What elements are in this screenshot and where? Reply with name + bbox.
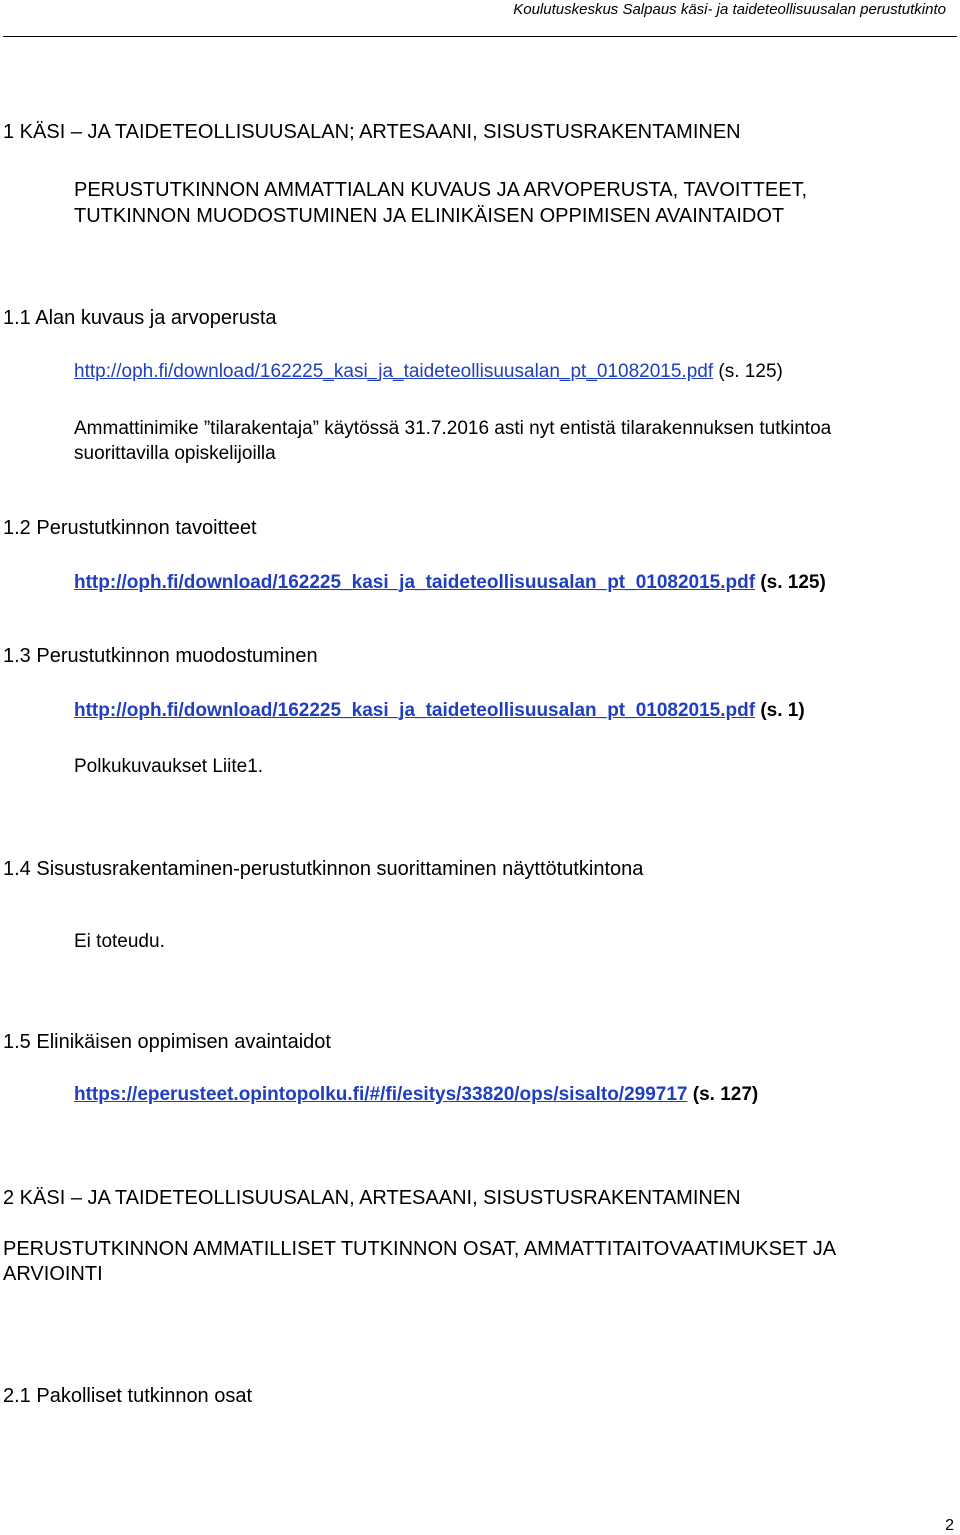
section-2-1-heading: 2.1 Pakolliset tutkinnon osat [3,1385,253,1407]
section-1-1-heading: 1.1 Alan kuvaus ja arvoperusta [3,307,277,329]
section-1-3-note: Polkukuvaukset Liite1. [74,756,264,777]
section-1-title: 1 KÄSI – JA TAIDETEOLLISUUSALAN; ARTESAANI, SISUSTUSRAKENTAMINEN [3,121,741,143]
section-2-subtitle-line2: ARVIOINTI [3,1263,103,1285]
section-1-subtitle-line2: TUTKINNON MUODOSTUMINEN JA ELINIKÄISEN OPPIMISEN AVAINTAIDOT [74,205,785,227]
section-1-3-page-ref: (s. 1) [755,700,805,721]
section-1-5-link-line [74,1083,758,1107]
section-1-5-link[interactable]: https://eperusteet.opintopolku.fi/#/fi/esitys/33820/ops/sisalto/299717 [74,1084,688,1105]
section-1-1-note-line1: Ammattinimike ”tilarakentaja” käytössä 31.7.2016 asti nyt entistä tilarakennuksen tutkintoa [74,418,832,439]
page-number: 2 [945,1517,954,1534]
section-1-2-link-line [74,571,826,595]
section-1-3-heading: 1.3 Perustutkinnon muodostuminen [3,645,318,667]
section-1-1-link[interactable]: http://oph.fi/download/162225_kasi_ja_taideteollisuusalan_pt_01082015.pdf [74,361,714,382]
section-1-2-heading: 1.2 Perustutkinnon tavoitteet [3,517,257,539]
section-1-1-page-ref: (s. 125) [713,361,783,382]
section-2-title: 2 KÄSI – JA TAIDETEOLLISUUSALAN, ARTESAANI, SISUSTUSRAKENTAMINEN [3,1187,741,1209]
section-1-4-note: Ei toteudu. [74,931,165,952]
section-1-4-heading: 1.4 Sisustusrakentaminen-perustutkinnon suorittaminen näyttötutkintona [3,858,644,880]
section-2-subtitle-line1: PERUSTUTKINNON AMMATILLISET TUTKINNON OSAT, AMMATTITAITOVAATIMUKSET JA [3,1238,837,1260]
section-1-3-link[interactable]: http://oph.fi/download/162225_kasi_ja_taideteollisuusalan_pt_01082015.pdf [74,700,756,721]
running-header: Koulutuskeskus Salpaus käsi- ja taideteollisuusalan perustutkinto [513,1,946,18]
section-1-subtitle-line1: PERUSTUTKINNON AMMATTIALAN KUVAUS JA ARVOPERUSTA, TAVOITTEET, [74,179,808,201]
section-1-1-link-line [74,360,783,384]
section-1-2-link[interactable]: http://oph.fi/download/162225_kasi_ja_taideteollisuusalan_pt_01082015.pdf [74,572,756,593]
section-1-2-page-ref: (s. 125) [755,572,826,593]
section-1-5-heading: 1.5 Elinikäisen oppimisen avaintaidot [3,1031,331,1053]
section-1-1-note-line2: suorittavilla opiskelijoilla [74,443,276,464]
section-1-3-link-line [74,699,805,723]
header-rule [3,36,957,37]
section-1-5-page-ref: (s. 127) [687,1084,759,1105]
